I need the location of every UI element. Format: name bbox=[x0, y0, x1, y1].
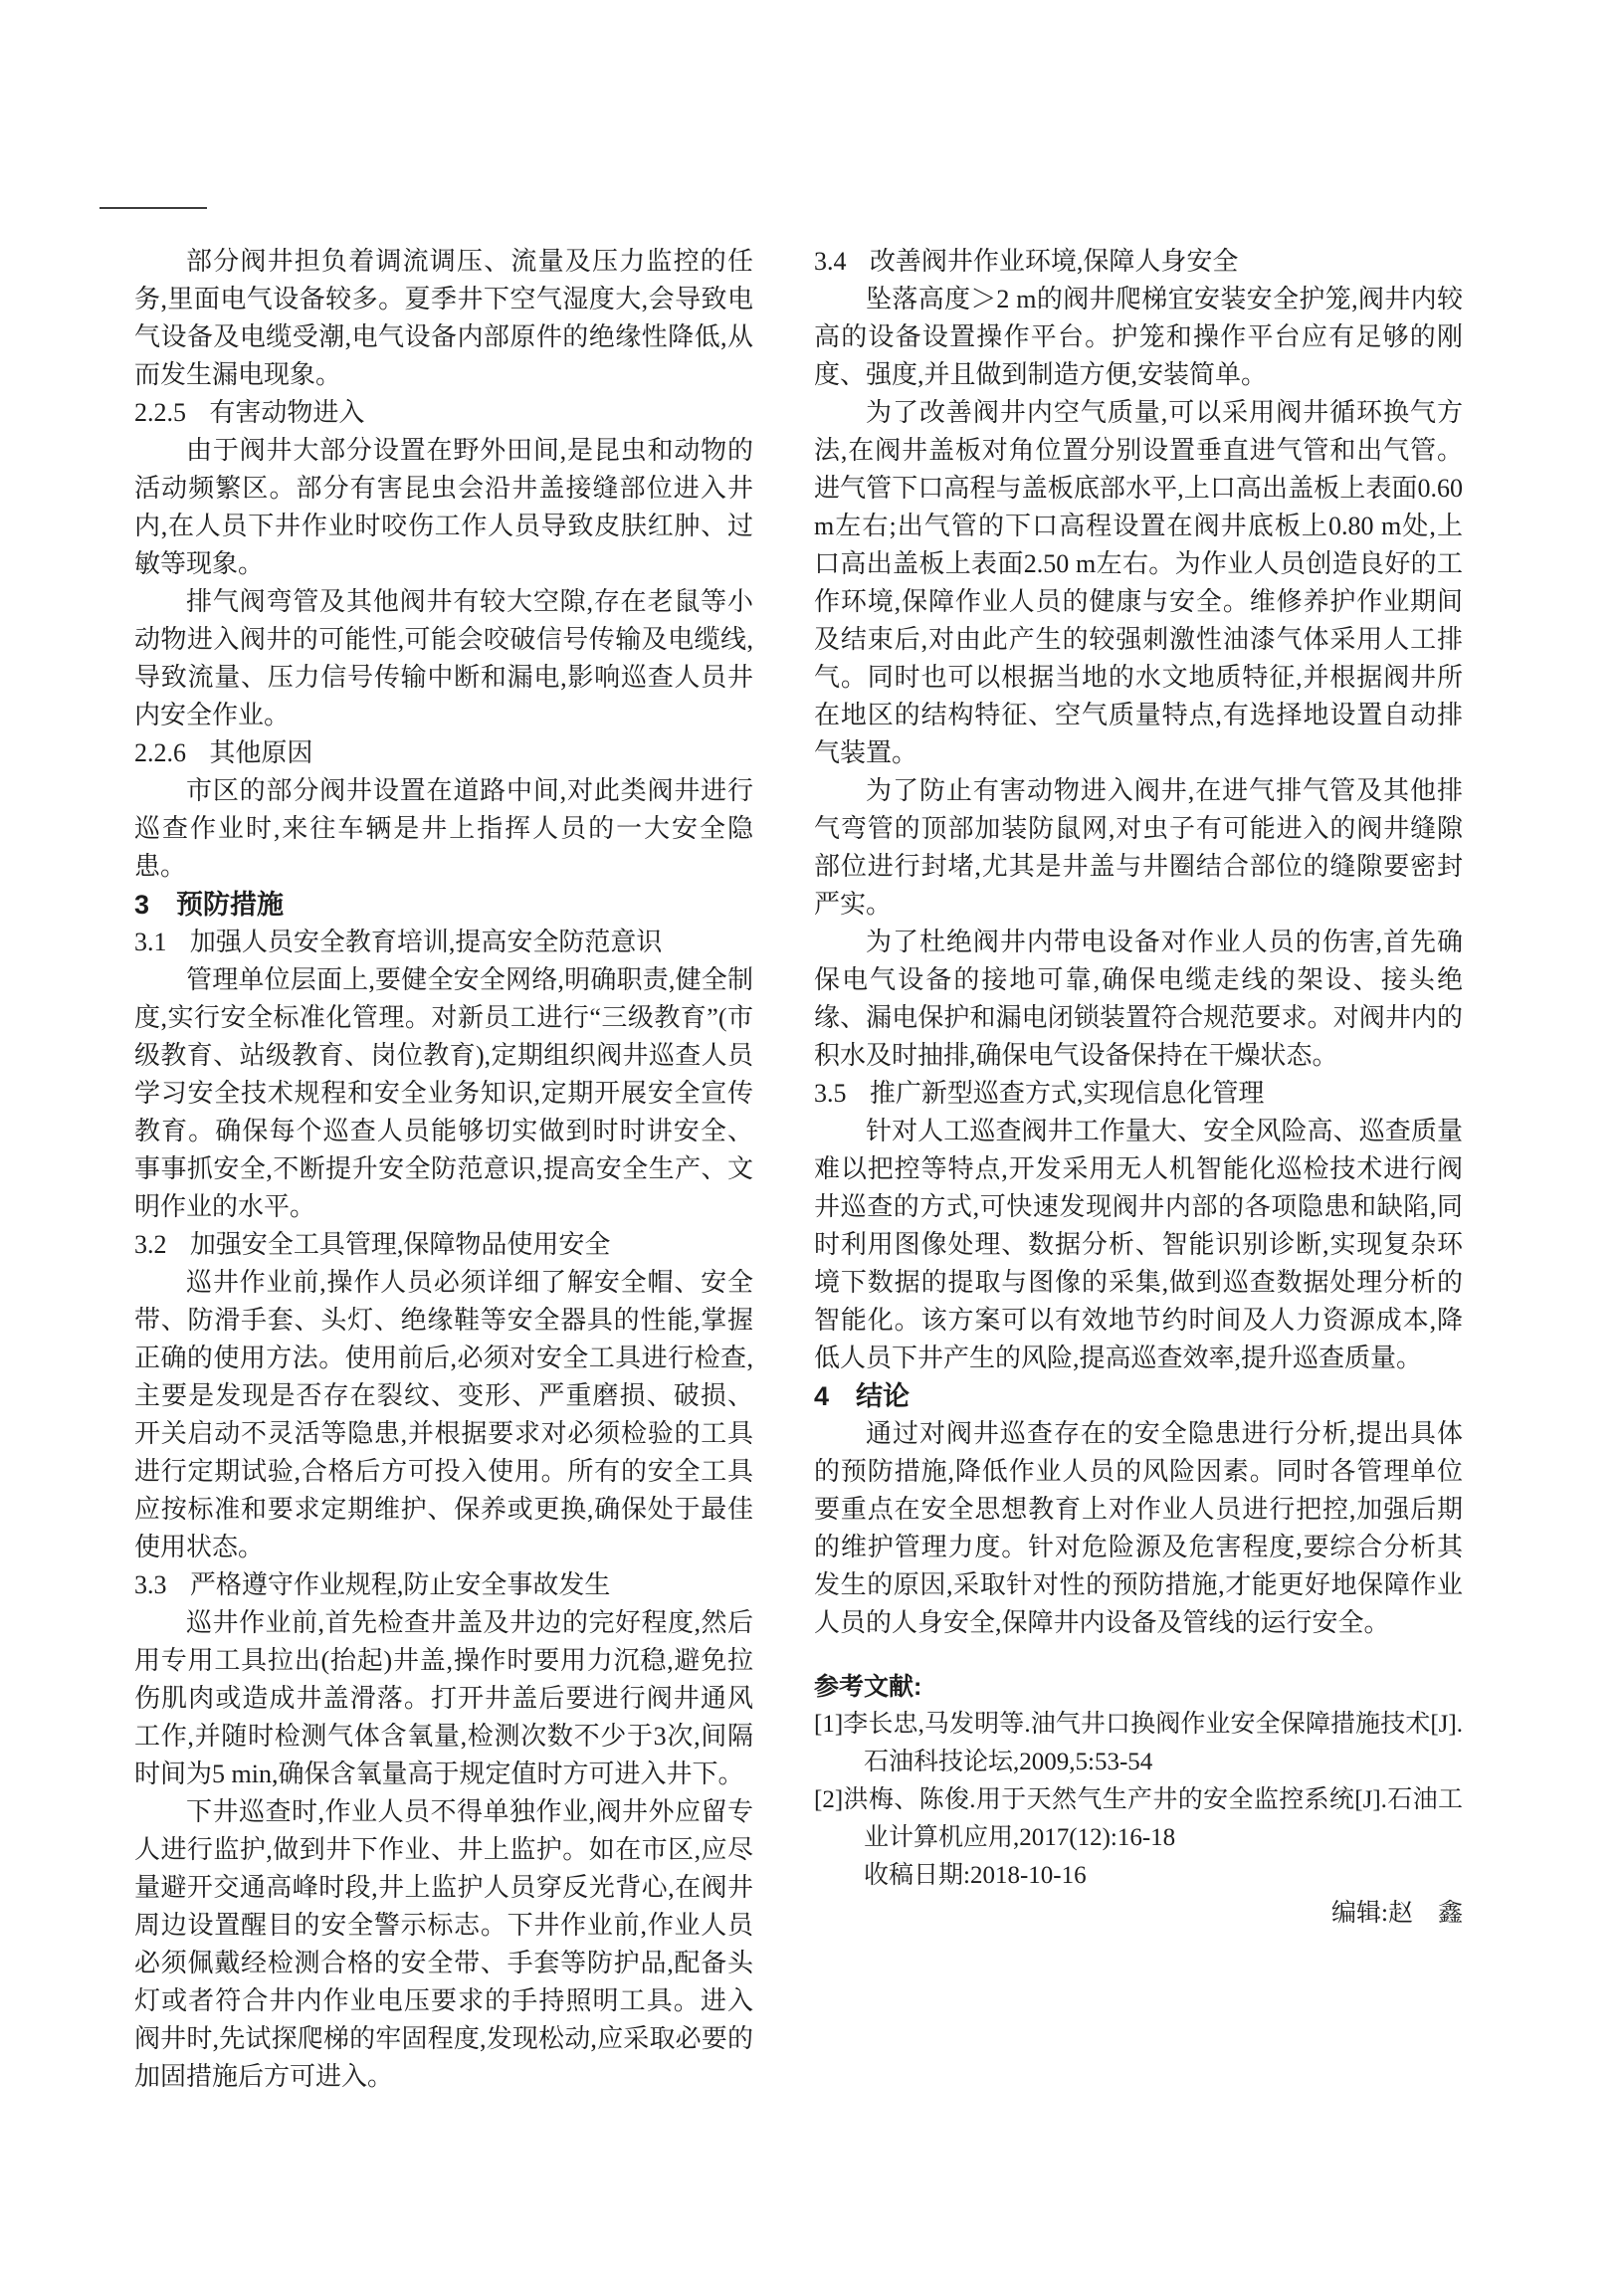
heading-title: 有害动物进入 bbox=[209, 398, 365, 427]
paragraph: 通过对阀井巡查存在的安全隐患进行分析,提出具体的预防措施,降低作业人员的风险因素。同时各管理单位要重点在安全思想教育上对作业人员进行把控,加强后期的维护管理力度。针对危险源及危害程度,要综合分析其发生的原因,采取针对性的预防措施,才能更好地保障作业人员的人身安全,保障井内设备及管线的运行安全。 bbox=[814, 1419, 1463, 1637]
heading-title: 加强人员安全教育培训,提高安全防范意识 bbox=[189, 928, 663, 956]
heading-number: 2.2.5 bbox=[134, 398, 186, 427]
paragraph: 下井巡查时,作业人员不得单独作业,阀井外应留专人进行监护,做到井下作业、井上监护。如在市区,应尽量避开交通高峰时段,井上监护人员穿反光背心,在阀井周边设置醒目的安全警示标志。下井作业前,作业人员必须佩戴经检测合格的安全带、手套等防护品,配备头灯或者符合井内作业电压要求的手持照明工具。进入阀井时,先试探爬梯的牢固程度,发现松动,应采取必要的加固措施后方可进入。 bbox=[134, 1797, 753, 2091]
heading-title: 结论 bbox=[856, 1381, 911, 1411]
paragraph: 为了防止有害动物进入阀井,在进气排气管及其他排气弯管的顶部加装防鼠网,对虫子有可能进入的阀井缝隙部位进行封堵,尤其是井盖与井圈结合部位的缝隙要密封严实。 bbox=[814, 776, 1463, 919]
paragraph: 坠落高度＞2 m的阀井爬梯宜安装安全护笼,阀井内较高的设备设置操作平台。护笼和操作平台应有足够的刚度、强度,并且做到制造方便,安装简单。 bbox=[814, 285, 1463, 389]
subsection-heading bbox=[134, 1566, 753, 1604]
reference-item: [1]李长忠,马发明等.油气井口换阀作业安全保障措施技术[J].石油科技论坛,2009,5:53-54 bbox=[814, 1711, 1463, 1775]
paragraph: 巡井作业前,操作人员必须详细了解安全帽、安全带、防滑手套、头灯、绝缘鞋等安全器具的性能,掌握正确的使用方法。使用前后,必须对安全工具进行检查,主要是发现是否存在裂纹、变形、严重磨损、破损、开关启动不灵活等隐患,并根据要求对必须检验的工具进行定期试验,合格后方可投入使用。所有的安全工具应按标准和要求定期维护、保养或更换,确保处于最佳使用状态。 bbox=[134, 1268, 753, 1561]
heading-title: 预防措施 bbox=[176, 890, 285, 920]
paragraph: 巡井作业前,首先检查井盖及井边的完好程度,然后用专用工具拉出(抬起)井盖,操作时要用力沉稳,避免拉伤肌肉或造成井盖滑落。打开井盖后要进行阀井通风工作,并随时检测气体含氧量,检测次数不少于3次,间隔时间为5 min,确保含氧量高于规定值时方可进入井下。 bbox=[134, 1608, 753, 1788]
section-heading bbox=[134, 886, 753, 924]
left-column bbox=[134, 243, 753, 2096]
paragraph: 部分阀井担负着调流调压、流量及压力监控的任务,里面电气设备较多。夏季井下空气湿度大,会导致电气设备及电缆受潮,电气设备内部原件的绝缘性降低,从而发生漏电现象。 bbox=[134, 247, 753, 389]
paragraph: 为了改善阀井内空气质量,可以采用阀井循环换气方法,在阀井盖板对角位置分别设置垂直进气管和出气管。进气管下口高程与盖板底部水平,上口高出盖板上表面0.60 m左右;出气管的下口高程设置在阀井底板上0.80 m处,上口高出盖板上表面2.50 m左右。为作业人员创造良好的工作环境,保障作业人员的健康与安全。维修养护作业期间及结束后,对由此产生的较强刺激性油漆气体采用人工排气。同时也可以根据当地的水文地质特征,并根据阀井所在地区的结构特征、空气质量特点,有选择地设置自动排气装置。 bbox=[814, 398, 1463, 767]
paragraph: 针对人工巡查阀井工作量大、安全风险高、巡查质量难以把控等特点,开发采用无人机智能化巡检技术进行阀井巡查的方式,可快速发现阀井内部的各项隐患和缺陷,同时利用图像处理、数据分析、智能识别诊断,实现复杂环境下数据的提取与图像的采集,做到巡查数据处理分析的智能化。该方案可以有效地节约时间及人力资源成本,降低人员下井产生的风险,提高巡查效率,提升巡查质量。 bbox=[814, 1117, 1463, 1372]
footnote-separator-rule bbox=[100, 207, 207, 209]
paragraph: 管理单位层面上,要健全安全网络,明确职责,健全制度,实行安全标准化管理。对新员工进行“三级教育”(市级教育、站级教育、岗位教育),定期组织阀井巡查人员学习安全技术规程和安全业务知识,定期开展安全宣传教育。确保每个巡查人员能够切实做到时时讲安全、事事抓安全,不断提升安全防范意识,提高安全生产、文明作业的水平。 bbox=[134, 965, 753, 1221]
subsection-heading bbox=[814, 1075, 1463, 1113]
heading-number: 3.4 bbox=[814, 247, 847, 276]
subsection-heading bbox=[814, 243, 1463, 281]
reference-item: [2]洪梅、陈俊.用于天然气生产井的安全监控系统[J].石油工业计算机应用,2017(12):16-18 bbox=[814, 1786, 1463, 1851]
heading-number: 4 bbox=[814, 1381, 830, 1411]
subsection-heading bbox=[134, 394, 753, 432]
references-heading: 参考文献: bbox=[814, 1673, 922, 1701]
received-date: 收稿日期:2018-10-16 bbox=[864, 1862, 1087, 1889]
editor-line: 编辑:赵 鑫 bbox=[1331, 1900, 1463, 1927]
subsection-heading bbox=[134, 734, 753, 772]
right-column bbox=[814, 243, 1463, 1933]
heading-number: 3.2 bbox=[134, 1230, 167, 1259]
subsection-heading bbox=[134, 924, 753, 961]
heading-title: 推广新型巡查方式,实现信息化管理 bbox=[869, 1079, 1265, 1108]
heading-number: 3 bbox=[134, 890, 150, 920]
heading-title: 加强安全工具管理,保障物品使用安全 bbox=[189, 1230, 611, 1259]
heading-number: 2.2.6 bbox=[134, 738, 186, 767]
heading-title: 改善阀井作业环境,保障人身安全 bbox=[869, 247, 1239, 276]
heading-title: 严格遵守作业规程,防止安全事故发生 bbox=[189, 1570, 611, 1599]
subsection-heading bbox=[134, 1226, 753, 1264]
heading-number: 3.1 bbox=[134, 928, 167, 956]
section-heading bbox=[814, 1377, 1463, 1415]
paragraph: 市区的部分阀井设置在道路中间,对此类阀井进行巡查作业时,来往车辆是井上指挥人员的一大安全隐患。 bbox=[134, 776, 753, 881]
paragraph: 由于阀井大部分设置在野外田间,是昆虫和动物的活动频繁区。部分有害昆虫会沿井盖接缝部位进入井内,在人员下井作业时咬伤工作人员导致皮肤红肿、过敏等现象。 bbox=[134, 436, 753, 578]
heading-number: 3.3 bbox=[134, 1570, 167, 1599]
heading-title: 其他原因 bbox=[209, 738, 313, 767]
paragraph: 排气阀弯管及其他阀井有较大空隙,存在老鼠等小动物进入阀井的可能性,可能会咬破信号传输及电缆线,导致流量、压力信号传输中断和漏电,影响巡查人员井内安全作业。 bbox=[134, 587, 753, 729]
heading-number: 3.5 bbox=[814, 1079, 847, 1108]
paragraph: 为了杜绝阀井内带电设备对作业人员的伤害,首先确保电气设备的接地可靠,确保电缆走线的架设、接头绝缘、漏电保护和漏电闭锁装置符合规范要求。对阀井内的积水及时抽排,确保电气设备保持在干燥状态。 bbox=[814, 928, 1463, 1070]
